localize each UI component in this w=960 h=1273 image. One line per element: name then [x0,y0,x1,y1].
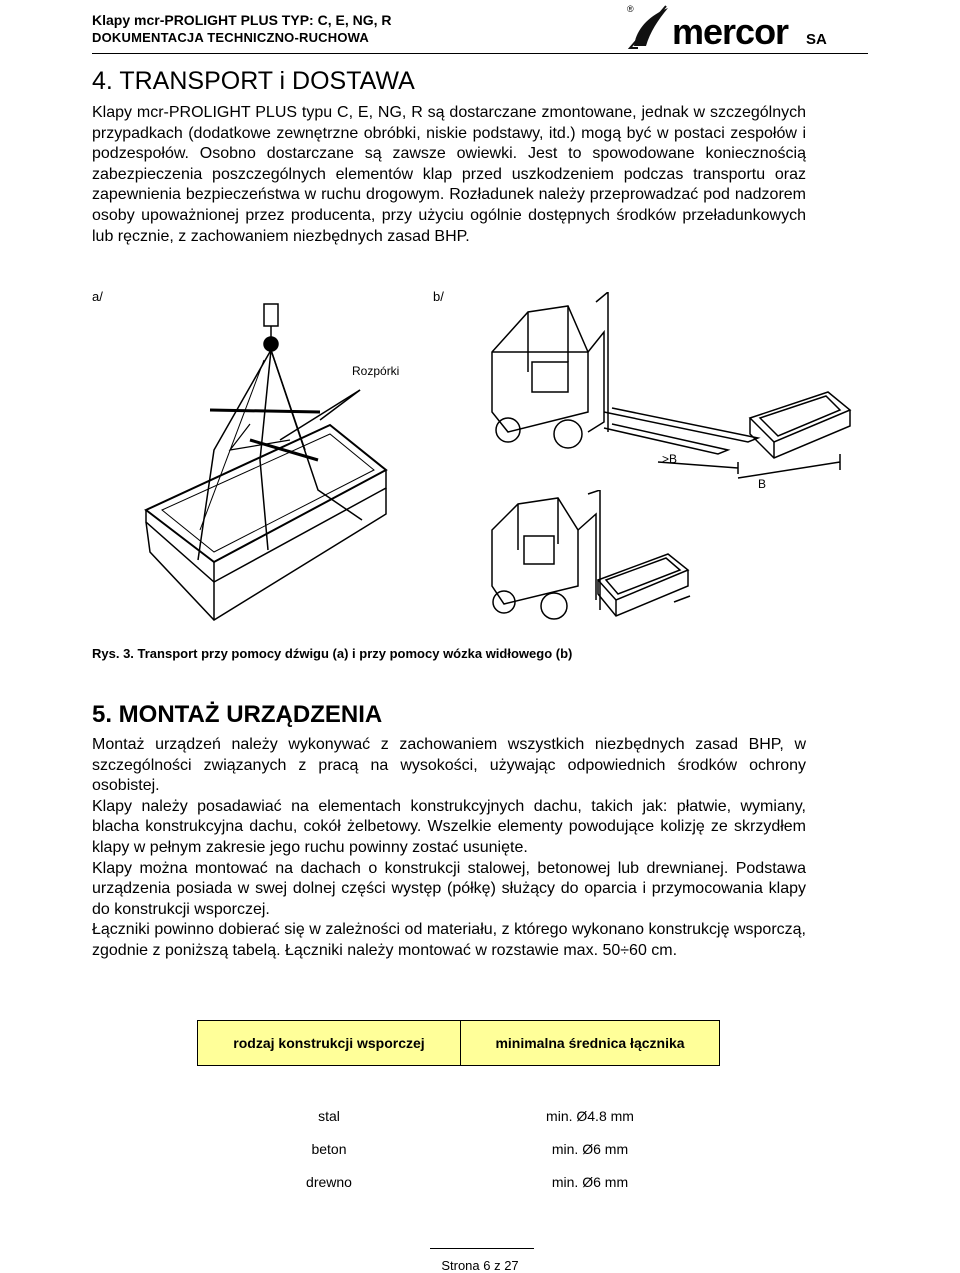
table-row [198,1099,720,1132]
column-header-diameter: minimalna średnica łącznika [461,1021,720,1066]
dimension-greater-b: >B [662,452,678,466]
figure-label-b: b/ [433,289,444,304]
mercor-logo [626,2,866,52]
registered-mark: ® [627,4,634,14]
forklift-approach-drawing [488,292,860,502]
table-row [198,1132,720,1165]
section-5-paragraph-2: Klapy należy posadawiać na elementach konstrukcyjnych dachu, takich jak: płatwie, wymiany, blacha konstrukcyjna dachu, cokół żelbetowy. Wszelkie elementy powodujące kolizję ze skrzydłem klapy w pełnym zakresie jego ruchu powinny zostać usunięte. [92,797,806,856]
annotation-spreaders: Rozpórki [352,364,400,378]
figure-caption: Rys. 3. Transport przy pomocy dźwigu (a) i przy pomocy wózka widłowego (b) [92,646,573,661]
forklift-lifting-drawing [488,490,728,630]
table-cell-diameter: min. Ø6 mm [551,1173,629,1190]
document-title: Klapy mcr-PROLIGHT PLUS TYP: C, E, NG, R [92,12,392,28]
section-5-heading: 5. MONTAŻ URZĄDZENIA [92,701,383,728]
page-number: Strona 6 z 27 [441,1258,519,1273]
logo-suffix: SA [806,31,827,48]
section-4-heading: 4. TRANSPORT i DOSTAWA [92,67,415,95]
header-divider [92,53,868,54]
figure-label-a: a/ [92,289,103,304]
table-cell-construction: drewno [306,1173,352,1190]
section-5-text [92,735,806,962]
table-cell-diameter: min. Ø6 mm [551,1140,629,1157]
table-cell-construction: stal [318,1107,340,1124]
table-cell-diameter: min. Ø4.8 mm [546,1107,634,1124]
section-5-paragraph-1: Montaż urządzeń należy wykonywać z zachowaniem wszystkich niezbędnych zasad BHP, w szczególności związanych z pracą na wysokości, używając odpowiednich środków ochrony osobistej. [92,736,806,795]
column-header-construction: rodzaj konstrukcji wsporczej [198,1021,461,1066]
logo-mark [634,8,668,46]
footer-divider [430,1248,534,1249]
logo-wordmark: mercor [672,11,789,52]
table-header-row [198,1021,720,1066]
crane-lift-drawing [140,300,430,630]
document-subtitle: DOKUMENTACJA TECHNICZNO-RUCHOWA [92,30,370,45]
section-4-paragraph: Klapy mcr-PROLIGHT PLUS typu C, E, NG, R są dostarczane zmontowane, jednak w szczególnych przypadkach (dodatkowe zewnętrzne obróbki, niskie podstawy, itd.) mogą być w postaci zespołów i podzespołów. Osobno dostarczane są zawsze owiewki. Jest to spowodowane koniecznością zabezpieczenia poszczególnych elementów klap przed uszkodzeniem podczas transportu oraz zapewnienia bezpieczeństwa w ruchu drogowym. Rozładunek należy przeprowadzać pod nadzorem osoby upoważnionej przez producenta, przy użyciu ogólnie dostępnych środków przeładunkowych lub ręcznie, z zachowaniem niezbędnych zasad BHP. [92,104,806,245]
section-4-text [92,103,806,247]
dimension-b: B [758,477,767,491]
section-5-paragraph-3: Klapy można montować na dachach o konstrukcji stalowej, betonowej lub drewnianej. Podstawa urządzenia posiada w swej dolnej części występ (półkę) służący do oparcia i przymocowania klapy do konstrukcji wsporczej. [92,859,806,918]
table-row [198,1165,720,1198]
section-5-paragraph-4: Łączniki powinno dobierać się w zależności od materiału, z którego wykonano konstrukcję wsporczą, zgodnie z poniższą tabelą. Łączniki należy montować w rozstawie max. 50÷60 cm. [92,921,806,959]
table-cell-construction: beton [311,1140,347,1157]
fastener-table [197,1020,720,1198]
